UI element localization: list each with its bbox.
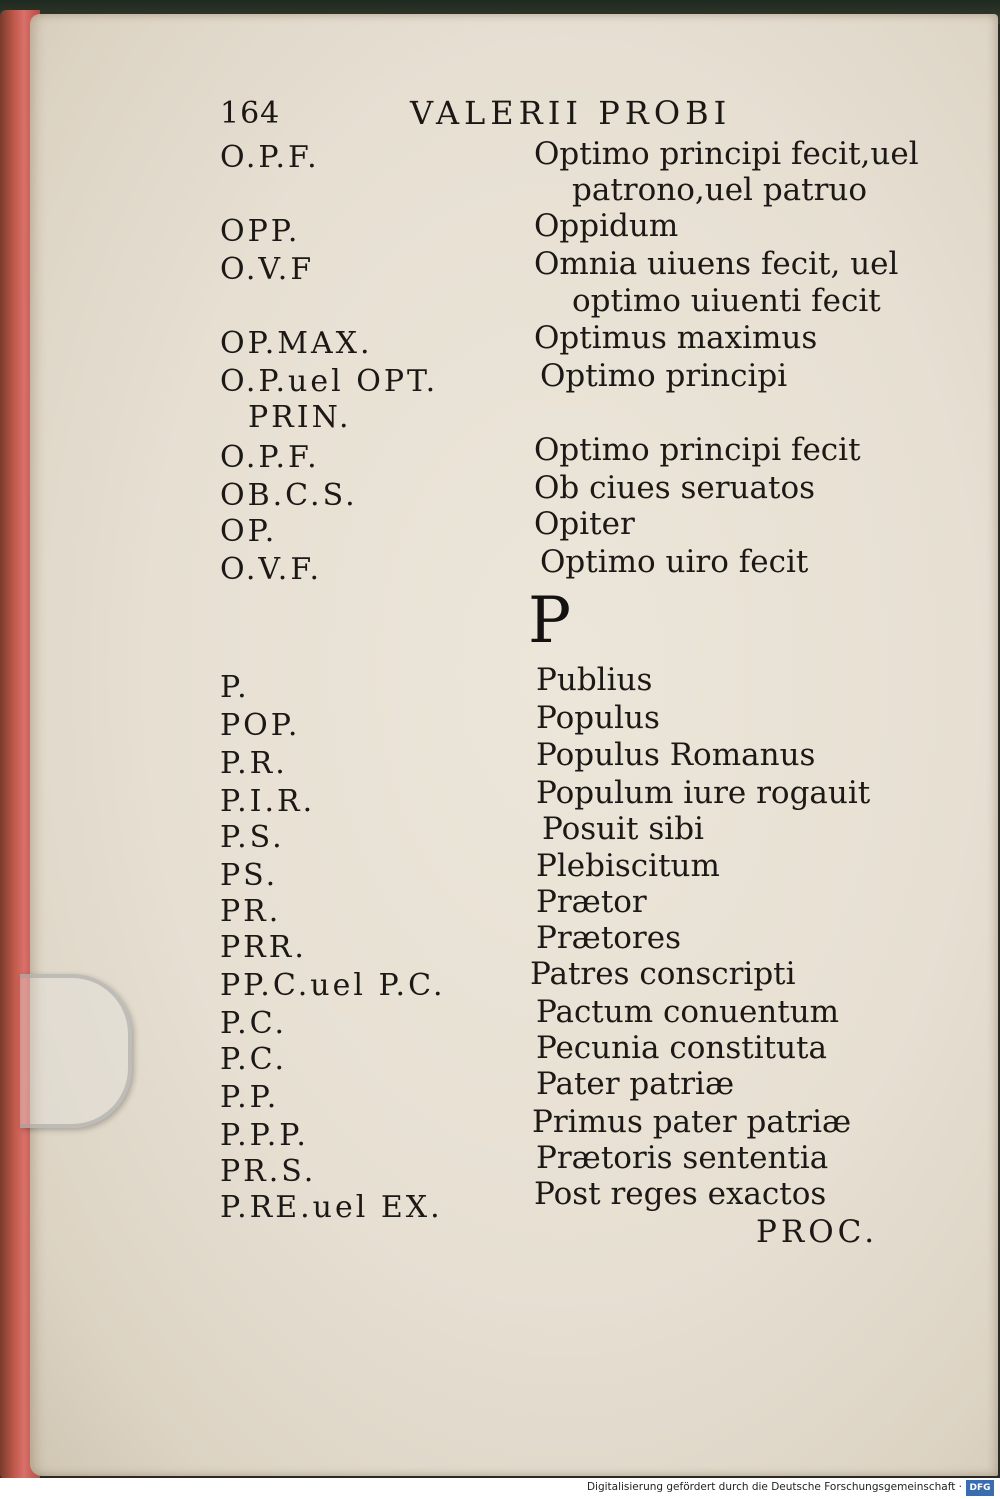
entry-abbreviation: P. [220, 670, 250, 705]
entry-expansion: Primus pater patriæ [532, 1104, 852, 1140]
section-letter: P [528, 584, 572, 658]
entry-expansion: Populus [536, 700, 660, 736]
entry-abbreviation: PP.C.uel P.C. [220, 968, 446, 1003]
entry-abbreviation: O.V.F [220, 252, 315, 287]
entry-abbreviation: P.C. [220, 1006, 288, 1041]
entry-abbreviation: P.I.R. [220, 784, 316, 819]
entry-abbreviation: POP. [220, 708, 301, 743]
entry-expansion: Optimo principi fecit [534, 432, 861, 468]
funding-credit: Digitalisierung gefördert durch die Deutsche Forschungsgemeinschaft · [586, 1481, 962, 1493]
entry-expansion-continued: patrono,uel patruo [572, 172, 868, 208]
entry-expansion: Publius [536, 662, 653, 698]
entry-abbreviation: P.R. [220, 746, 288, 781]
catchword: PROC. [756, 1214, 879, 1250]
entry-expansion: Ob ciues seruatos [534, 470, 816, 506]
entry-abbreviation: PS. [220, 858, 279, 893]
entry-expansion-continued: optimo uiuenti fecit [572, 283, 881, 319]
entry-abbreviation: O.P.F. [220, 440, 320, 475]
entry-abbreviation: PR.S. [220, 1154, 317, 1189]
entry-abbreviation: PRR. [220, 930, 307, 965]
entry-abbreviation: O.P.uel OPT. [220, 364, 439, 399]
entry-expansion: Patres conscripti [530, 956, 796, 992]
entry-abbreviation: OP. [220, 514, 278, 549]
entry-abbreviation: OP.MAX. [220, 326, 373, 361]
entry-abbreviation: P.P. [220, 1080, 280, 1115]
entry-abbreviation: P.RE.uel EX. [220, 1190, 443, 1225]
entry-expansion: Oppidum [534, 208, 679, 244]
entry-expansion: Optimo principi fecit,uel [534, 136, 919, 172]
entry-expansion: Optimus maximus [534, 320, 818, 356]
entry-abbreviation: PR. [220, 894, 282, 929]
entry-abbreviation: OPP. [220, 214, 301, 249]
entry-expansion: Prætores [536, 920, 682, 956]
digitization-footer [0, 1478, 1000, 1499]
running-title: VALERII PROBI [410, 94, 732, 132]
entry-abbreviation: O.P.F. [220, 140, 320, 175]
entry-expansion: Populus Romanus [536, 737, 816, 773]
entry-abbreviation: P.P.P. [220, 1118, 309, 1153]
entry-abbreviation: OB.C.S. [220, 478, 358, 513]
entry-abbreviation: P.C. [220, 1042, 288, 1077]
page-number: 164 [220, 96, 281, 131]
dfg-logo-icon: DFG [966, 1480, 994, 1496]
entry-expansion: Optimo uiro fecit [540, 544, 809, 580]
entry-expansion: Post reges exactos [534, 1176, 827, 1212]
entry-abbreviation-continued: PRIN. [248, 400, 352, 435]
entry-abbreviation: O.V.F. [220, 552, 323, 587]
entry-expansion: Prætor [536, 884, 647, 920]
entry-expansion: Omnia uiuens fecit, uel [534, 246, 899, 282]
entry-expansion: Optimo principi [540, 358, 788, 394]
entry-expansion: Prætoris sententia [536, 1140, 829, 1176]
entry-expansion: Pecunia constituta [536, 1030, 827, 1066]
entry-abbreviation: P.S. [220, 820, 285, 855]
entry-expansion: Pater patriæ [536, 1066, 735, 1102]
entry-expansion: Pactum conuentum [536, 994, 840, 1030]
entry-expansion: Plebiscitum [536, 848, 720, 884]
entry-expansion: Opiter [534, 506, 635, 542]
entry-expansion: Populum iure rogauit [536, 775, 871, 811]
entry-expansion: Posuit sibi [542, 811, 704, 847]
